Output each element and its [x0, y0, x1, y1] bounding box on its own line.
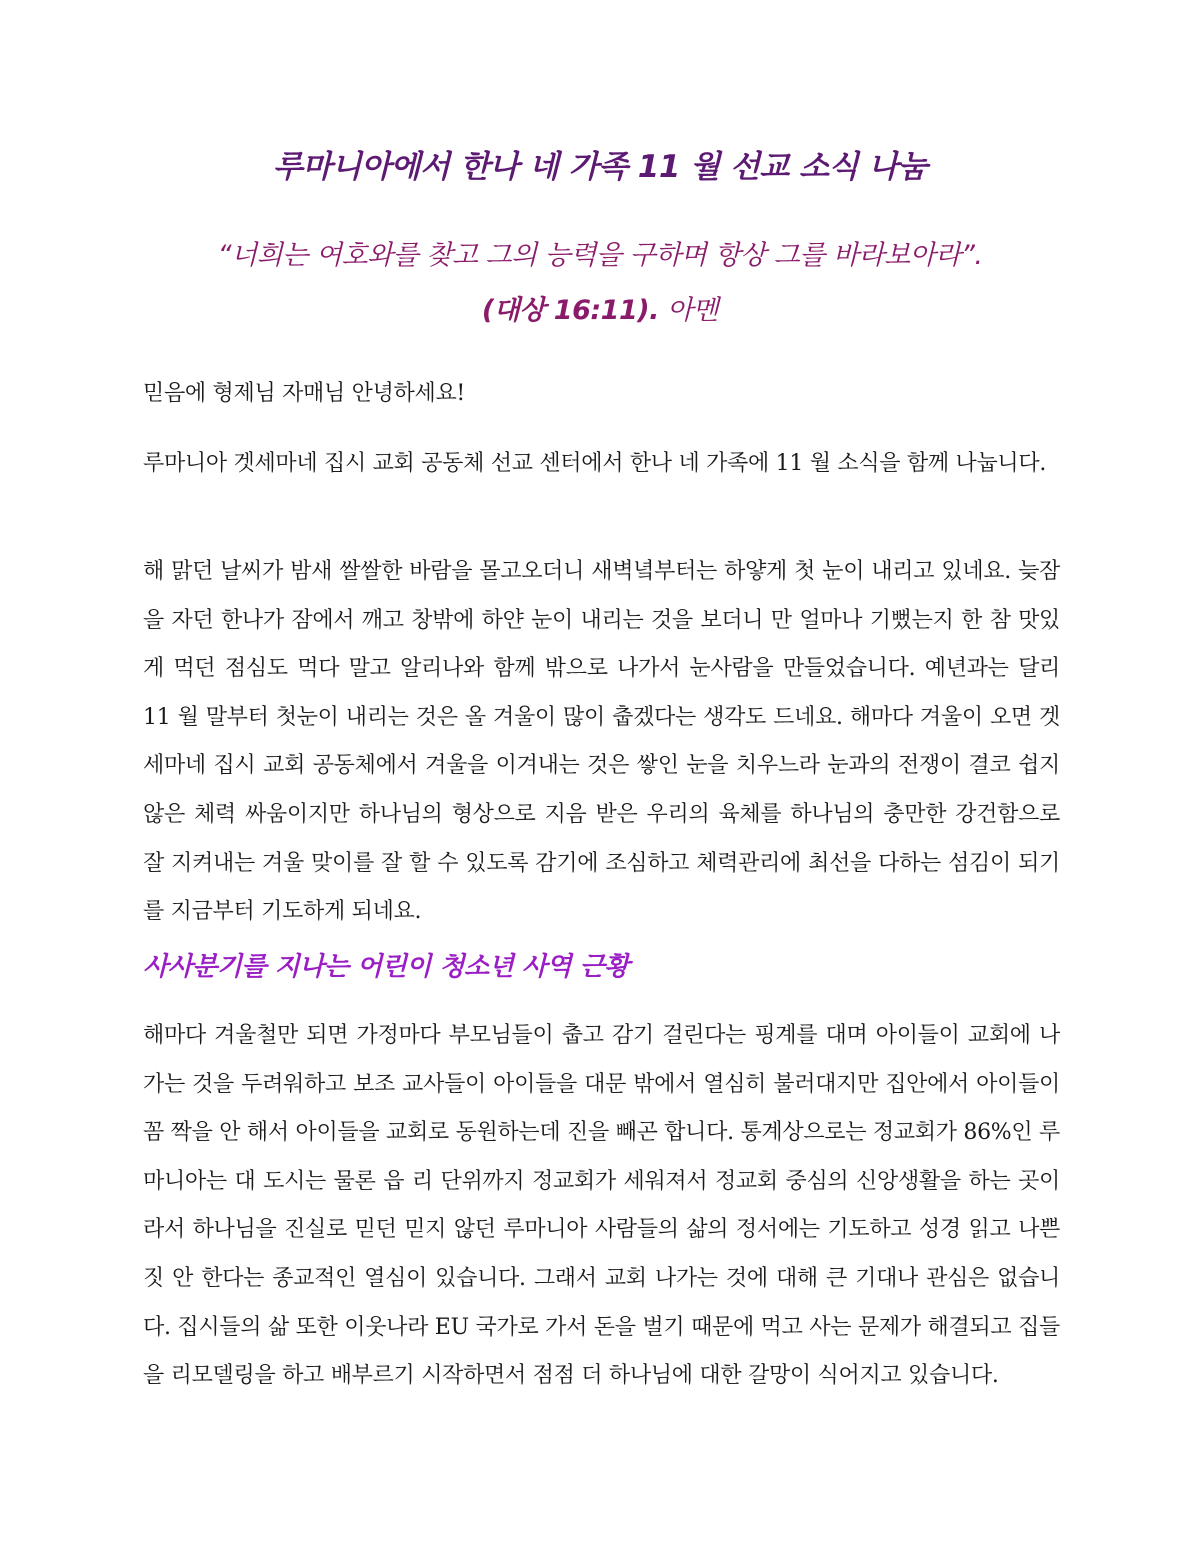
section-heading: 사사분기를 지나는 어린이 청소년 사역 근황	[143, 952, 629, 982]
paragraph-ministry-update: 해마다 겨울철만 되면 가정마다 부모님들이 춥고 감기 걸린다는 핑계를 대며 아이들이 교회에 나가는 것을 두려워하고 보조 교사들이 아이들을 대문 밖에서 열심히 불러대지만 집안에서 아이들이 꼼 짝을 안 해서 아이들을 교회로 동원하는데 진을 빼곤 합니다. 통계상으로는 정교회가 86%인 루마니아는 대 도시는 물론 읍 리 단위까지 정교회가 세워져서 정교회 중심의 신앙생활을 하는 곳이라서 하나님을 진실로 믿던 믿지 않던 루마니아 사람들의 삶의 정서에는 기도하고 성경 읽고 나쁜 짓 안 한다는 종교적인 열심이 있습니다. 그래서 교회 나가는 것에 대해 큰 기대나 관심은 없습니다. 집시들의 삶 또한 이웃나라 EU 국가로 가서 돈을 벌기 때문에 먹고 사는 문제가 해결되고 집들을 리모델링을 하고 배부르기 시작하면서 점점 더 하나님에 대한 갈망이 식어지고 있습니다.	[143, 1023, 1060, 1389]
verse-amen: 아멘	[666, 295, 719, 326]
verse-reference: (대상 16:11).	[481, 295, 659, 326]
paragraph-first-snow: 해 맑던 날씨가 밤새 쌀쌀한 바람을 몰고오더니 새벽녘부터는 하얗게 첫 눈이 내리고 있네요. 늦잠을 자던 한나가 잠에서 깨고 창밖에 하얀 눈이 내리는 것을 보더니 만 얼마나 기뻤는지 한 참 맛있게 먹던 점심도 먹다 말고 알리나와 함께 밖으로 나가서 눈사람을 만들었습니다. 예년과는 달리 11 월 말부터 첫눈이 내리는 것은 올 겨울이 많이 춥겠다는 생각도 드네요. 해마다 겨울이 오면 겟세마네 집시 교회 공동체에서 겨울을 이겨내는 것은 쌓인 눈을 치우느라 눈과의 전쟁이 결코 쉽지 않은 체력 싸움이지만 하나님의 형상으로 지음 받은 우리의 육체를 하나님의 충만한 강건함으로 잘 지켜내는 겨울 맞이를 잘 할 수 있도록 감기에 조심하고 체력관리에 최선을 다하는 섬김이 되기를 지금부터 기도하게 되네요.	[143, 559, 1060, 925]
paragraph-intro: 루마니아 겟세마네 집시 교회 공동체 선교 센터에서 한나 네 가족에 11 월 소식을 함께 나눕니다.	[143, 451, 1047, 476]
document-title: 루마니아에서 한나 네 가족 11 월 선교 소식 나눔	[272, 149, 928, 185]
greeting: 믿음에 형제님 자매님 안녕하세요!	[143, 381, 465, 406]
verse-text: “너희는 여호와를 찾고 그의 능력을 구하며 항상 그를 바라보아라”.	[217, 240, 983, 271]
bible-verse	[0, 228, 1200, 338]
verse-reference-line	[0, 283, 1200, 338]
